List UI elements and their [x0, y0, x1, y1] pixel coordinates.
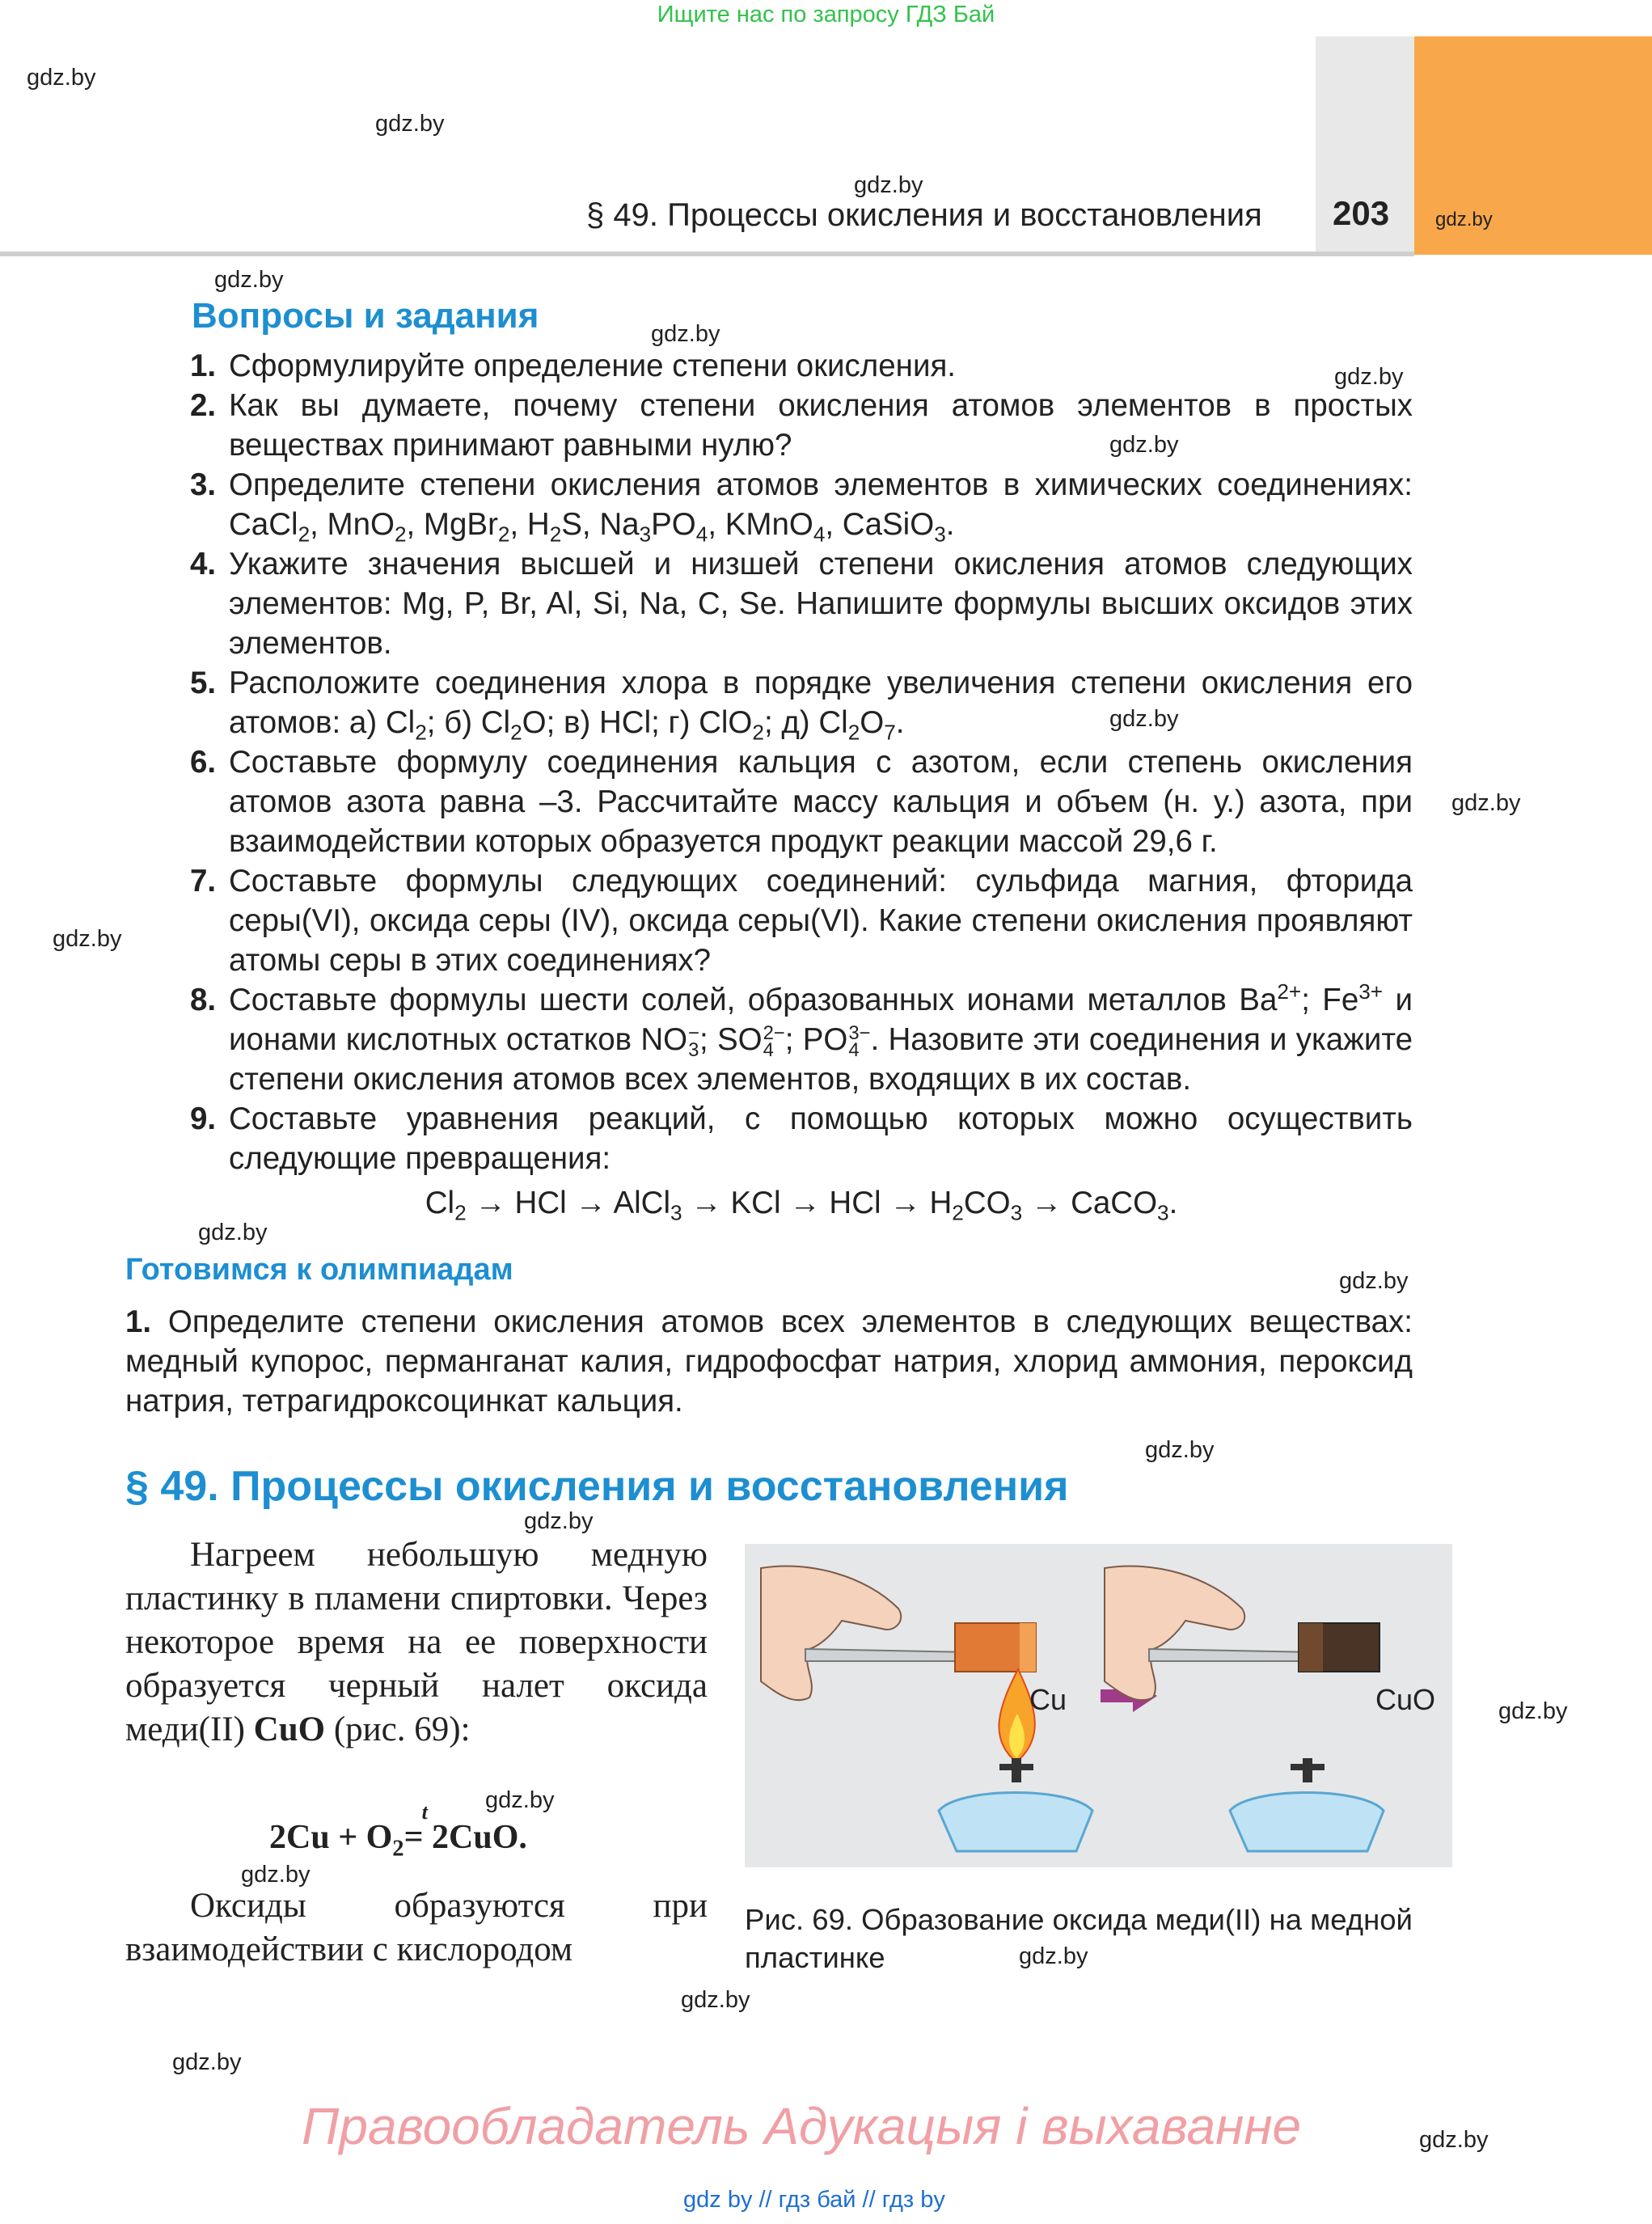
copyright-notice: Правообладатель Адукацыя і выхаванне	[302, 2097, 1302, 2155]
question-number: 3.	[190, 467, 217, 502]
question-text: Составьте формулу соединения кальция с азотом, если степень окисления атомов азота равна –3. Рассчитайте массу кальция и объем (н. у.) азота, при взаимодействии которых образуется продукт реакции массой 29,6 г.	[229, 745, 1413, 859]
olympiad-heading: Готовимся к олимпиадам	[125, 1253, 513, 1287]
hand-left-icon	[761, 1566, 901, 1700]
watermark: gdz.by	[1451, 790, 1521, 816]
questions-heading: Вопросы и задания	[192, 296, 539, 336]
olympiad-task	[125, 1302, 1413, 1421]
transformation-chain: $Cl_2$ → HCl → AlCl$_3$ → KCl → HCl → $H_2CO_3$ → CaCO$_3$.	[425, 1186, 1178, 1225]
watermark: gdz.by	[1109, 432, 1179, 458]
question-text: Укажите значения высшей и низшей степени окисления атомов следующих элементов: Mg, P, Br, Al, Si, Na, C, Se. Напишите формулы высших оксидов этих элементов.	[229, 547, 1413, 661]
question-number: 9.	[190, 1101, 217, 1136]
questions-list	[190, 346, 1413, 1223]
question-text: Как вы думаете, почему степени окисления атомов элементов в простых веществах принимают равными нулю?	[229, 388, 1413, 463]
question-number: 8.	[190, 983, 217, 1017]
figure-69	[745, 1544, 1452, 1867]
running-title: § 49. Процессы окисления и восстановления	[586, 197, 1262, 233]
label-cuo: CuO	[1375, 1683, 1436, 1716]
watermark: gdz.by	[198, 1220, 268, 1245]
question-item	[190, 346, 1413, 386]
watermark: gdz.by	[1339, 1268, 1409, 1294]
watermark: gdz.by	[1109, 706, 1179, 732]
question-item	[190, 663, 1413, 745]
watermark: gdz.by	[241, 1862, 311, 1888]
question-item	[190, 861, 1413, 980]
watermark: gdz.by	[1435, 209, 1493, 230]
question-item	[190, 980, 1413, 1099]
question-item	[190, 386, 1413, 465]
section-paragraph-1: Нагреем небольшую медную пластинку в пламени спиртовки. Через некоторое время на ее поверхности образуется черный налет оксида меди(II) CuO (рис. 69):	[125, 1536, 708, 1748]
question-text: Составьте уравнения реакций, с помощью которых можно осуществить следующие превращения:	[229, 1101, 1413, 1176]
section-title: § 49. Процессы окисления и восстановления	[125, 1463, 1069, 1510]
watermark: gdz.by	[485, 1787, 555, 1813]
watermark: gdz.by	[1145, 1437, 1215, 1463]
reaction-equation: $2Cu + O_2$ t = 2CuO.	[269, 1800, 527, 1862]
watermark: gdz.by	[681, 1987, 750, 2013]
question-number: 1.	[190, 349, 217, 383]
top-banner[interactable]: Ищите нас по запросу ГДЗ Бай	[657, 2, 995, 27]
question-number: 6.	[190, 745, 217, 780]
page-number: 203	[1333, 194, 1390, 232]
spirit-lamp-icon	[1230, 1793, 1384, 1852]
watermark: gdz.by	[1019, 1943, 1088, 1969]
header-rule	[0, 252, 1414, 256]
question-item	[190, 742, 1413, 861]
footer-links[interactable]: gdz by // гдз бай // гдз by	[683, 2187, 945, 2213]
question-number: 4.	[190, 547, 217, 581]
olympiad-text: Определите степени окисления атомов всех элементов в следующих веществах: медный купорос, перманганат калия, гидрофосфат натрия, хлорид аммония, пероксид натрия, тетрагидроксоцинкат кальция.	[125, 1304, 1413, 1419]
question-text: Сформулируйте определение степени окисления.	[229, 349, 956, 383]
watermark: gdz.by	[214, 267, 284, 293]
question-item	[190, 544, 1413, 663]
label-cu: Cu	[1029, 1683, 1067, 1716]
question-text: Определите степени окисления атомов элементов в химических соединениях: CaCl$_2$, MnO$_2$, MgBr$_2$, $H_2S$, $Na_3PO_4$, KMnO$_4$, CaSiO$_3$.	[229, 467, 1413, 547]
question-text: Составьте формулы шести солей, образованных ионами металлов $Ba^{2+}$; $Fe^{3+}$ и ионами кислотных остатков NO − 3 ; SO 2− 4 ; PO 3− 4 . Назовите эти соединения и укажите степени окисления атомов всех элементов, входящих в их состав.	[229, 979, 1413, 1097]
watermark: gdz.by	[53, 926, 122, 952]
watermark: gdz.by	[854, 172, 923, 198]
watermark: gdz.by	[1419, 2127, 1489, 2153]
question-number: 2.	[190, 388, 217, 423]
question-item	[190, 1099, 1413, 1178]
question-number: 7.	[190, 864, 217, 898]
question-item	[190, 465, 1413, 547]
watermark: gdz.by	[375, 111, 445, 137]
watermark: gdz.by	[1498, 1698, 1568, 1724]
watermark: gdz.by	[27, 65, 96, 91]
question-text: Расположите соединения хлора в порядке увеличения степени окисления его атомов: а) $Cl_2$; б) $Cl_2O$; в) HCl; г) ClO$_2$; д) $Cl_2O_7$.	[229, 666, 1413, 745]
watermark: gdz.by	[651, 321, 720, 347]
question-text: Составьте формулы следующих соединений: сульфида магния, фторида серы(VI), оксида серы (IV), оксида серы(VI). Какие степени окисления проявляют атомы серы в этих соединениях?	[229, 864, 1413, 978]
figure-caption: Рис. 69. Образование оксида меди(II) на медной пластинке	[745, 1903, 1413, 1974]
watermark: gdz.by	[524, 1508, 594, 1534]
hand-right-icon	[1105, 1566, 1244, 1700]
watermark: gdz.by	[172, 2049, 242, 2075]
spirit-lamp-icon	[939, 1793, 1092, 1852]
copper-oxidation-illustration	[745, 1544, 1452, 1867]
question-number: 5.	[190, 666, 217, 700]
section-paragraph-2: Оксиды образуются при взаимодействии с кислородом	[125, 1887, 708, 1968]
olympiad-number: 1.	[125, 1304, 152, 1339]
watermark: gdz.by	[1334, 364, 1404, 390]
